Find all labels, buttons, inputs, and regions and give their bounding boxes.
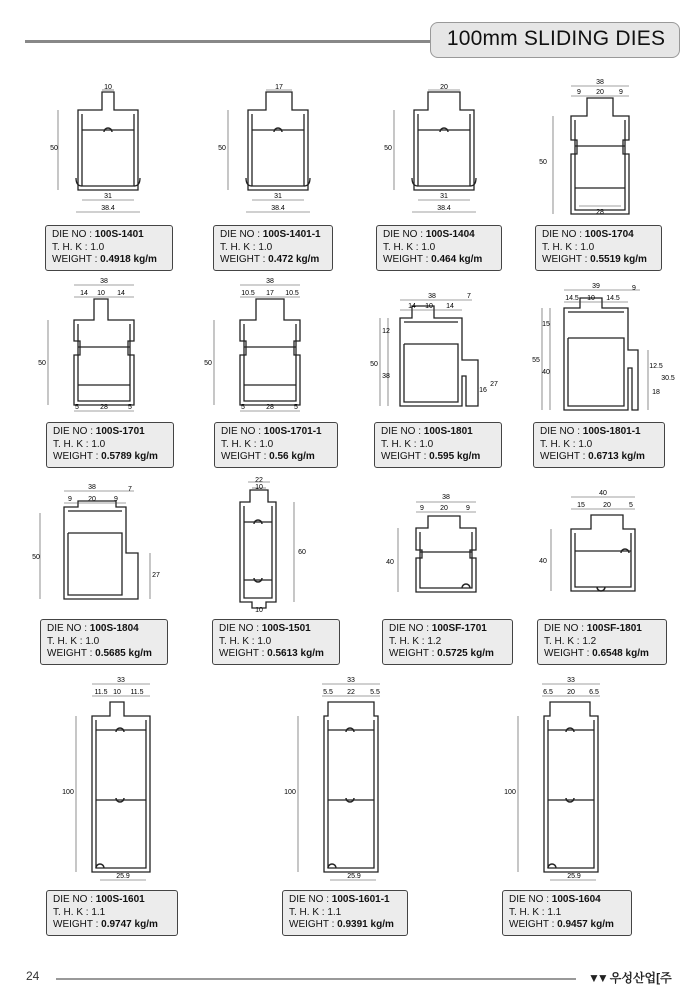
profile-drawing-100S-1404 xyxy=(374,82,504,222)
die-no-value: 100S-1801-1 xyxy=(582,426,641,437)
dim-ext: 9 xyxy=(632,285,636,292)
die-100S-1701-1 xyxy=(204,275,334,462)
dim-right: 14 xyxy=(117,290,125,297)
weight-label: WEIGHT : xyxy=(542,254,588,265)
dim-top: 22 xyxy=(255,477,263,484)
die-no-row xyxy=(383,229,495,242)
dim-mid: 10 xyxy=(587,295,595,302)
weight-row xyxy=(383,254,495,267)
weight-row xyxy=(289,919,401,932)
thk-label: T. H. K : xyxy=(53,438,89,450)
die-no-value: 100S-1501 xyxy=(261,623,311,634)
die-100S-1804 xyxy=(30,483,170,659)
weight-row xyxy=(53,919,171,932)
thk-row xyxy=(383,242,495,255)
die-info-card xyxy=(214,422,338,468)
die-no-label: DIE NO : xyxy=(289,894,330,905)
die-no-label: DIE NO : xyxy=(389,623,430,634)
company-logo xyxy=(588,969,672,986)
weight-label: WEIGHT : xyxy=(544,648,590,659)
weight-label: WEIGHT : xyxy=(509,919,555,930)
dim-height: 100 xyxy=(62,789,74,796)
dim-br: 5 xyxy=(128,404,132,411)
die-info-card xyxy=(212,619,340,665)
die-no-row xyxy=(53,894,171,907)
die-no-value: 100S-1604 xyxy=(551,894,601,905)
weight-value: 0.56 kg/m xyxy=(269,451,315,462)
thk-label: T. H. K : xyxy=(53,906,89,918)
die-no-row xyxy=(544,623,660,636)
dim-height: 100 xyxy=(284,789,296,796)
dim-height: 100 xyxy=(504,789,516,796)
die-info-card xyxy=(533,422,665,468)
dim-mid: 10 xyxy=(97,290,105,297)
ws-logo-icon: ▼▼ xyxy=(588,971,606,985)
weight-value: 0.472 kg/m xyxy=(268,254,320,265)
weight-row xyxy=(52,254,166,267)
dim-bottom: 38.4 xyxy=(271,205,285,212)
die-no-row xyxy=(220,229,326,242)
dim-left: 9 xyxy=(420,505,424,512)
thk-row xyxy=(221,439,331,452)
die-no-label: DIE NO : xyxy=(47,623,88,634)
die-no-value: 100SF-1801 xyxy=(586,623,642,634)
die-info-card xyxy=(46,422,174,468)
weight-label: WEIGHT : xyxy=(53,919,99,930)
weight-value: 0.5685 kg/m xyxy=(95,648,152,659)
dim-mid: 20 xyxy=(88,496,96,503)
die-no-value: 100S-1404 xyxy=(425,229,475,240)
weight-row xyxy=(221,451,331,464)
die-no-value: 100S-1804 xyxy=(89,623,139,634)
weight-row xyxy=(509,919,625,932)
weight-row xyxy=(389,648,506,661)
page-number: 24 xyxy=(26,969,40,983)
thk-value: 1.1 xyxy=(327,906,342,918)
dim-right: 9 xyxy=(619,89,623,96)
die-no-label: DIE NO : xyxy=(53,426,94,437)
dim-mid: 10 xyxy=(113,689,121,696)
thk-label: T. H. K : xyxy=(220,241,256,253)
thk-value: 1.0 xyxy=(90,241,105,253)
die-100S-1401 xyxy=(40,82,170,265)
weight-row xyxy=(544,648,660,661)
thk-value: 1.1 xyxy=(547,906,562,918)
weight-row xyxy=(53,451,167,464)
header-rule xyxy=(25,40,430,43)
dim-right: 9 xyxy=(466,505,470,512)
thk-row xyxy=(219,636,333,649)
weight-row xyxy=(219,648,333,661)
dim-overall: 33 xyxy=(347,677,355,684)
die-no-value: 100S-1601-1 xyxy=(331,894,390,905)
dim-height: 40 xyxy=(386,559,394,566)
thk-row xyxy=(53,439,167,452)
thk-value: 1.0 xyxy=(259,438,274,450)
thk-value: 1.2 xyxy=(582,635,597,647)
weight-row xyxy=(47,648,161,661)
die-no-row xyxy=(289,894,401,907)
profile-drawing-100S-1704 xyxy=(535,76,665,224)
die-no-value: 100S-1401-1 xyxy=(262,229,321,240)
dim-leg: 27 xyxy=(152,572,160,579)
weight-row xyxy=(540,451,658,464)
dim-right: 9 xyxy=(114,496,118,503)
die-info-card xyxy=(46,890,178,936)
dim-height: 60 xyxy=(298,549,306,556)
die-100S-1801-1 xyxy=(528,282,678,462)
die-info-card xyxy=(45,225,173,271)
die-info-card xyxy=(40,619,168,665)
thk-row xyxy=(544,636,660,649)
profile-drawing-100S-1701 xyxy=(38,275,168,420)
die-no-row xyxy=(47,623,161,636)
thk-label: T. H. K : xyxy=(289,906,325,918)
weight-label: WEIGHT : xyxy=(540,451,586,462)
dim-overall: 38 xyxy=(596,79,604,86)
thk-row xyxy=(540,439,658,452)
dim-overall: 38 xyxy=(266,278,274,285)
die-no-label: DIE NO : xyxy=(219,623,260,634)
dim-height: 50 xyxy=(50,145,58,152)
dim-left: 9 xyxy=(68,496,72,503)
weight-label: WEIGHT : xyxy=(381,451,427,462)
dim-left: 10.5 xyxy=(241,290,255,297)
weight-value: 0.5613 kg/m xyxy=(267,648,324,659)
company-name: 우성산업[주 xyxy=(609,971,672,985)
die-no-row xyxy=(221,426,331,439)
die-no-value: 100S-1601 xyxy=(95,894,145,905)
thk-value: 1.0 xyxy=(578,438,593,450)
thk-label: T. H. K : xyxy=(47,635,83,647)
thk-row xyxy=(289,907,401,920)
die-no-value: 100S-1401 xyxy=(94,229,144,240)
die-no-value: 100S-1701-1 xyxy=(263,426,322,437)
thk-value: 1.0 xyxy=(85,635,100,647)
thk-value: 1.0 xyxy=(580,241,595,253)
thk-row xyxy=(53,907,171,920)
dim-overall: 38 xyxy=(428,293,436,300)
die-no-label: DIE NO : xyxy=(540,426,581,437)
die-no-label: DIE NO : xyxy=(221,426,262,437)
page-title: 100mm SLIDING DIES xyxy=(446,27,666,50)
dim-height: 50 xyxy=(32,554,40,561)
die-no-value: 100S-1801 xyxy=(423,426,473,437)
die-100S-1501 xyxy=(210,476,340,659)
dim-ext: 7 xyxy=(128,486,132,493)
profile-drawing-100S-1401-1 xyxy=(208,82,338,222)
dim-br: 5 xyxy=(294,404,298,411)
dim-mid: 17 xyxy=(266,290,274,297)
die-no-label: DIE NO : xyxy=(542,229,583,240)
die-no-row xyxy=(53,426,167,439)
thk-label: T. H. K : xyxy=(509,906,545,918)
weight-value: 0.4918 kg/m xyxy=(100,254,157,265)
die-no-value: 100S-1704 xyxy=(584,229,634,240)
dim-height: 50 xyxy=(218,145,226,152)
die-100S-1801 xyxy=(362,288,502,462)
dim-inner: 31 xyxy=(104,193,112,200)
die-info-card xyxy=(282,890,408,936)
die-no-label: DIE NO : xyxy=(509,894,550,905)
thk-row xyxy=(47,636,161,649)
dim-height: 50 xyxy=(370,361,378,368)
die-info-card xyxy=(535,225,662,271)
dim-mid: 20 xyxy=(603,502,611,509)
dim-right: 14.5 xyxy=(606,295,620,302)
dim-bottom: 38.4 xyxy=(101,205,115,212)
weight-value: 0.5519 kg/m xyxy=(590,254,647,265)
profile-drawing-100S-1604 xyxy=(500,672,630,882)
dim-left: 9 xyxy=(577,89,581,96)
dim-top: 10 xyxy=(104,84,112,91)
dim-overall: 38 xyxy=(88,484,96,491)
die-no-label: DIE NO : xyxy=(383,229,424,240)
die-no-label: DIE NO : xyxy=(544,623,585,634)
weight-label: WEIGHT : xyxy=(47,648,93,659)
weight-row xyxy=(542,254,655,267)
thk-label: T. H. K : xyxy=(219,635,255,647)
die-no-row xyxy=(52,229,166,242)
thk-value: 1.0 xyxy=(258,241,273,253)
dim-bottom: 10 xyxy=(255,607,263,614)
dim-height: 55 xyxy=(532,357,540,364)
thk-value: 1.0 xyxy=(91,438,106,450)
die-no-label: DIE NO : xyxy=(381,426,422,437)
dim-overall: 38 xyxy=(442,494,450,501)
die-100S-1604 xyxy=(500,672,630,930)
weight-label: WEIGHT : xyxy=(219,648,265,659)
die-100S-1401-1 xyxy=(208,82,338,265)
weight-label: WEIGHT : xyxy=(389,648,435,659)
die-no-value: 100S-1701 xyxy=(95,426,145,437)
dim-inner: 31 xyxy=(440,193,448,200)
weight-value: 0.6548 kg/m xyxy=(592,648,649,659)
thk-row xyxy=(389,636,506,649)
weight-value: 0.9391 kg/m xyxy=(337,919,394,930)
dim-h1: 12 xyxy=(382,328,390,335)
dim-overall: 33 xyxy=(567,677,575,684)
thk-row xyxy=(542,242,655,255)
dim-bottom: 28 xyxy=(100,404,108,411)
dim-top2: 10 xyxy=(255,484,263,491)
weight-label: WEIGHT : xyxy=(52,254,98,265)
dim-height: 50 xyxy=(38,360,46,367)
thk-label: T. H. K : xyxy=(221,438,257,450)
dim-bl: 5 xyxy=(75,404,79,411)
thk-value: 1.2 xyxy=(427,635,442,647)
die-info-card xyxy=(213,225,333,271)
dim-left: 6.5 xyxy=(543,689,553,696)
weight-label: WEIGHT : xyxy=(383,254,429,265)
weight-value: 0.5789 kg/m xyxy=(101,451,158,462)
weight-label: WEIGHT : xyxy=(220,254,266,265)
dim-mid: 20 xyxy=(596,89,604,96)
dim-right: 5 xyxy=(629,502,633,509)
dim-right: 11.5 xyxy=(130,689,144,696)
thk-row xyxy=(381,439,495,452)
profile-drawing-100S-1701-1 xyxy=(204,275,334,420)
thk-row xyxy=(52,242,166,255)
dim-height: 40 xyxy=(539,558,547,565)
dim-left: 14 xyxy=(80,290,88,297)
dim-top: 17 xyxy=(275,84,283,91)
dim-overall: 39 xyxy=(592,283,600,290)
dim-left: 14 xyxy=(408,303,416,310)
footer-rule xyxy=(56,978,576,980)
die-no-row xyxy=(219,623,333,636)
thk-label: T. H. K : xyxy=(389,635,425,647)
thk-value: 1.0 xyxy=(419,438,434,450)
dim-bottom: 28 xyxy=(596,209,604,216)
weight-row xyxy=(381,451,495,464)
dim-mid: 10 xyxy=(425,303,433,310)
die-info-card xyxy=(376,225,502,271)
thk-value: 1.0 xyxy=(257,635,272,647)
weight-row xyxy=(220,254,326,267)
weight-value: 0.9457 kg/m xyxy=(557,919,614,930)
dim-bottom: 25.9 xyxy=(116,873,130,880)
dim-height: 50 xyxy=(204,360,212,367)
dim-left: 11.5 xyxy=(94,689,108,696)
dim-overall: 33 xyxy=(117,677,125,684)
thk-row xyxy=(509,907,625,920)
die-no-row xyxy=(509,894,625,907)
weight-label: WEIGHT : xyxy=(289,919,335,930)
thk-value: 1.0 xyxy=(421,241,436,253)
dim-h2: 40 xyxy=(542,369,550,376)
die-100S-1601-1 xyxy=(280,672,410,930)
weight-label: WEIGHT : xyxy=(221,451,267,462)
dim-right: 14 xyxy=(446,303,454,310)
profile-drawing-100S-1601 xyxy=(46,672,176,882)
dim-mid: 20 xyxy=(567,689,575,696)
die-info-card xyxy=(374,422,502,468)
dim-overall: 40 xyxy=(599,490,607,497)
dim-bottom: 25.9 xyxy=(567,873,581,880)
die-no-label: DIE NO : xyxy=(220,229,261,240)
dim-h1: 15 xyxy=(542,321,550,328)
weight-value: 0.6713 kg/m xyxy=(588,451,645,462)
title-tab xyxy=(430,22,680,58)
dim-height: 50 xyxy=(539,159,547,166)
weight-value: 0.464 kg/m xyxy=(431,254,483,265)
profile-drawing-100S-1601-1 xyxy=(280,672,410,882)
profile-drawing-100S-1801-1 xyxy=(528,282,678,418)
die-100SF-1701 xyxy=(380,488,510,659)
profile-drawing-100SF-1701 xyxy=(380,488,510,608)
dim-bottom: 28 xyxy=(266,404,274,411)
dim-leg: 27 xyxy=(490,381,498,388)
weight-value: 0.9747 kg/m xyxy=(101,919,158,930)
dim-right: 6.5 xyxy=(589,689,599,696)
die-no-row xyxy=(381,426,495,439)
thk-label: T. H. K : xyxy=(52,241,88,253)
dim-right: 10.5 xyxy=(285,290,299,297)
dim-r2: 30.5 xyxy=(661,375,675,382)
thk-label: T. H. K : xyxy=(540,438,576,450)
profile-drawing-100S-1801 xyxy=(362,288,502,418)
dim-left: 15 xyxy=(577,502,585,509)
die-info-card xyxy=(502,890,632,936)
die-info-card xyxy=(537,619,667,665)
dim-right: 5.5 xyxy=(370,689,380,696)
profile-drawing-100S-1804 xyxy=(30,483,170,613)
dim-mid: 20 xyxy=(440,505,448,512)
weight-value: 0.595 kg/m xyxy=(429,451,481,462)
weight-label: WEIGHT : xyxy=(53,451,99,462)
thk-label: T. H. K : xyxy=(383,241,419,253)
profile-drawing-100S-1401 xyxy=(40,82,170,222)
thk-value: 1.1 xyxy=(91,906,106,918)
die-no-value: 100SF-1701 xyxy=(431,623,487,634)
die-100S-1704 xyxy=(535,76,665,265)
die-no-row xyxy=(542,229,655,242)
profile-drawing-100SF-1801 xyxy=(535,485,665,609)
dim-top: 20 xyxy=(440,84,448,91)
dim-left: 5.5 xyxy=(323,689,333,696)
die-100SF-1801 xyxy=(535,485,665,659)
die-no-label: DIE NO : xyxy=(52,229,93,240)
die-100S-1601 xyxy=(46,672,176,930)
thk-label: T. H. K : xyxy=(542,241,578,253)
die-no-row xyxy=(389,623,506,636)
dim-r1: 12.5 xyxy=(649,363,663,370)
dim-inner: 31 xyxy=(274,193,282,200)
die-no-label: DIE NO : xyxy=(53,894,94,905)
thk-label: T. H. K : xyxy=(544,635,580,647)
dim-step: 16 xyxy=(479,387,487,394)
die-100S-1701 xyxy=(38,275,168,462)
dim-ext: 7 xyxy=(467,293,471,300)
thk-label: T. H. K : xyxy=(381,438,417,450)
dim-mid: 22 xyxy=(347,689,355,696)
weight-value: 0.5725 kg/m xyxy=(437,648,494,659)
dim-h2: 38 xyxy=(382,373,390,380)
dim-bottom: 25.9 xyxy=(347,873,361,880)
dim-bl: 5 xyxy=(241,404,245,411)
dim-height: 50 xyxy=(384,145,392,152)
die-no-row xyxy=(540,426,658,439)
dim-bottom: 38.4 xyxy=(437,205,451,212)
dim-overall: 38 xyxy=(100,278,108,285)
die-100S-1404 xyxy=(374,82,504,265)
thk-row xyxy=(220,242,326,255)
die-info-card xyxy=(382,619,513,665)
dim-r3: 18 xyxy=(652,389,660,396)
profile-drawing-100S-1501 xyxy=(210,476,340,616)
dim-left: 14.5 xyxy=(565,295,579,302)
